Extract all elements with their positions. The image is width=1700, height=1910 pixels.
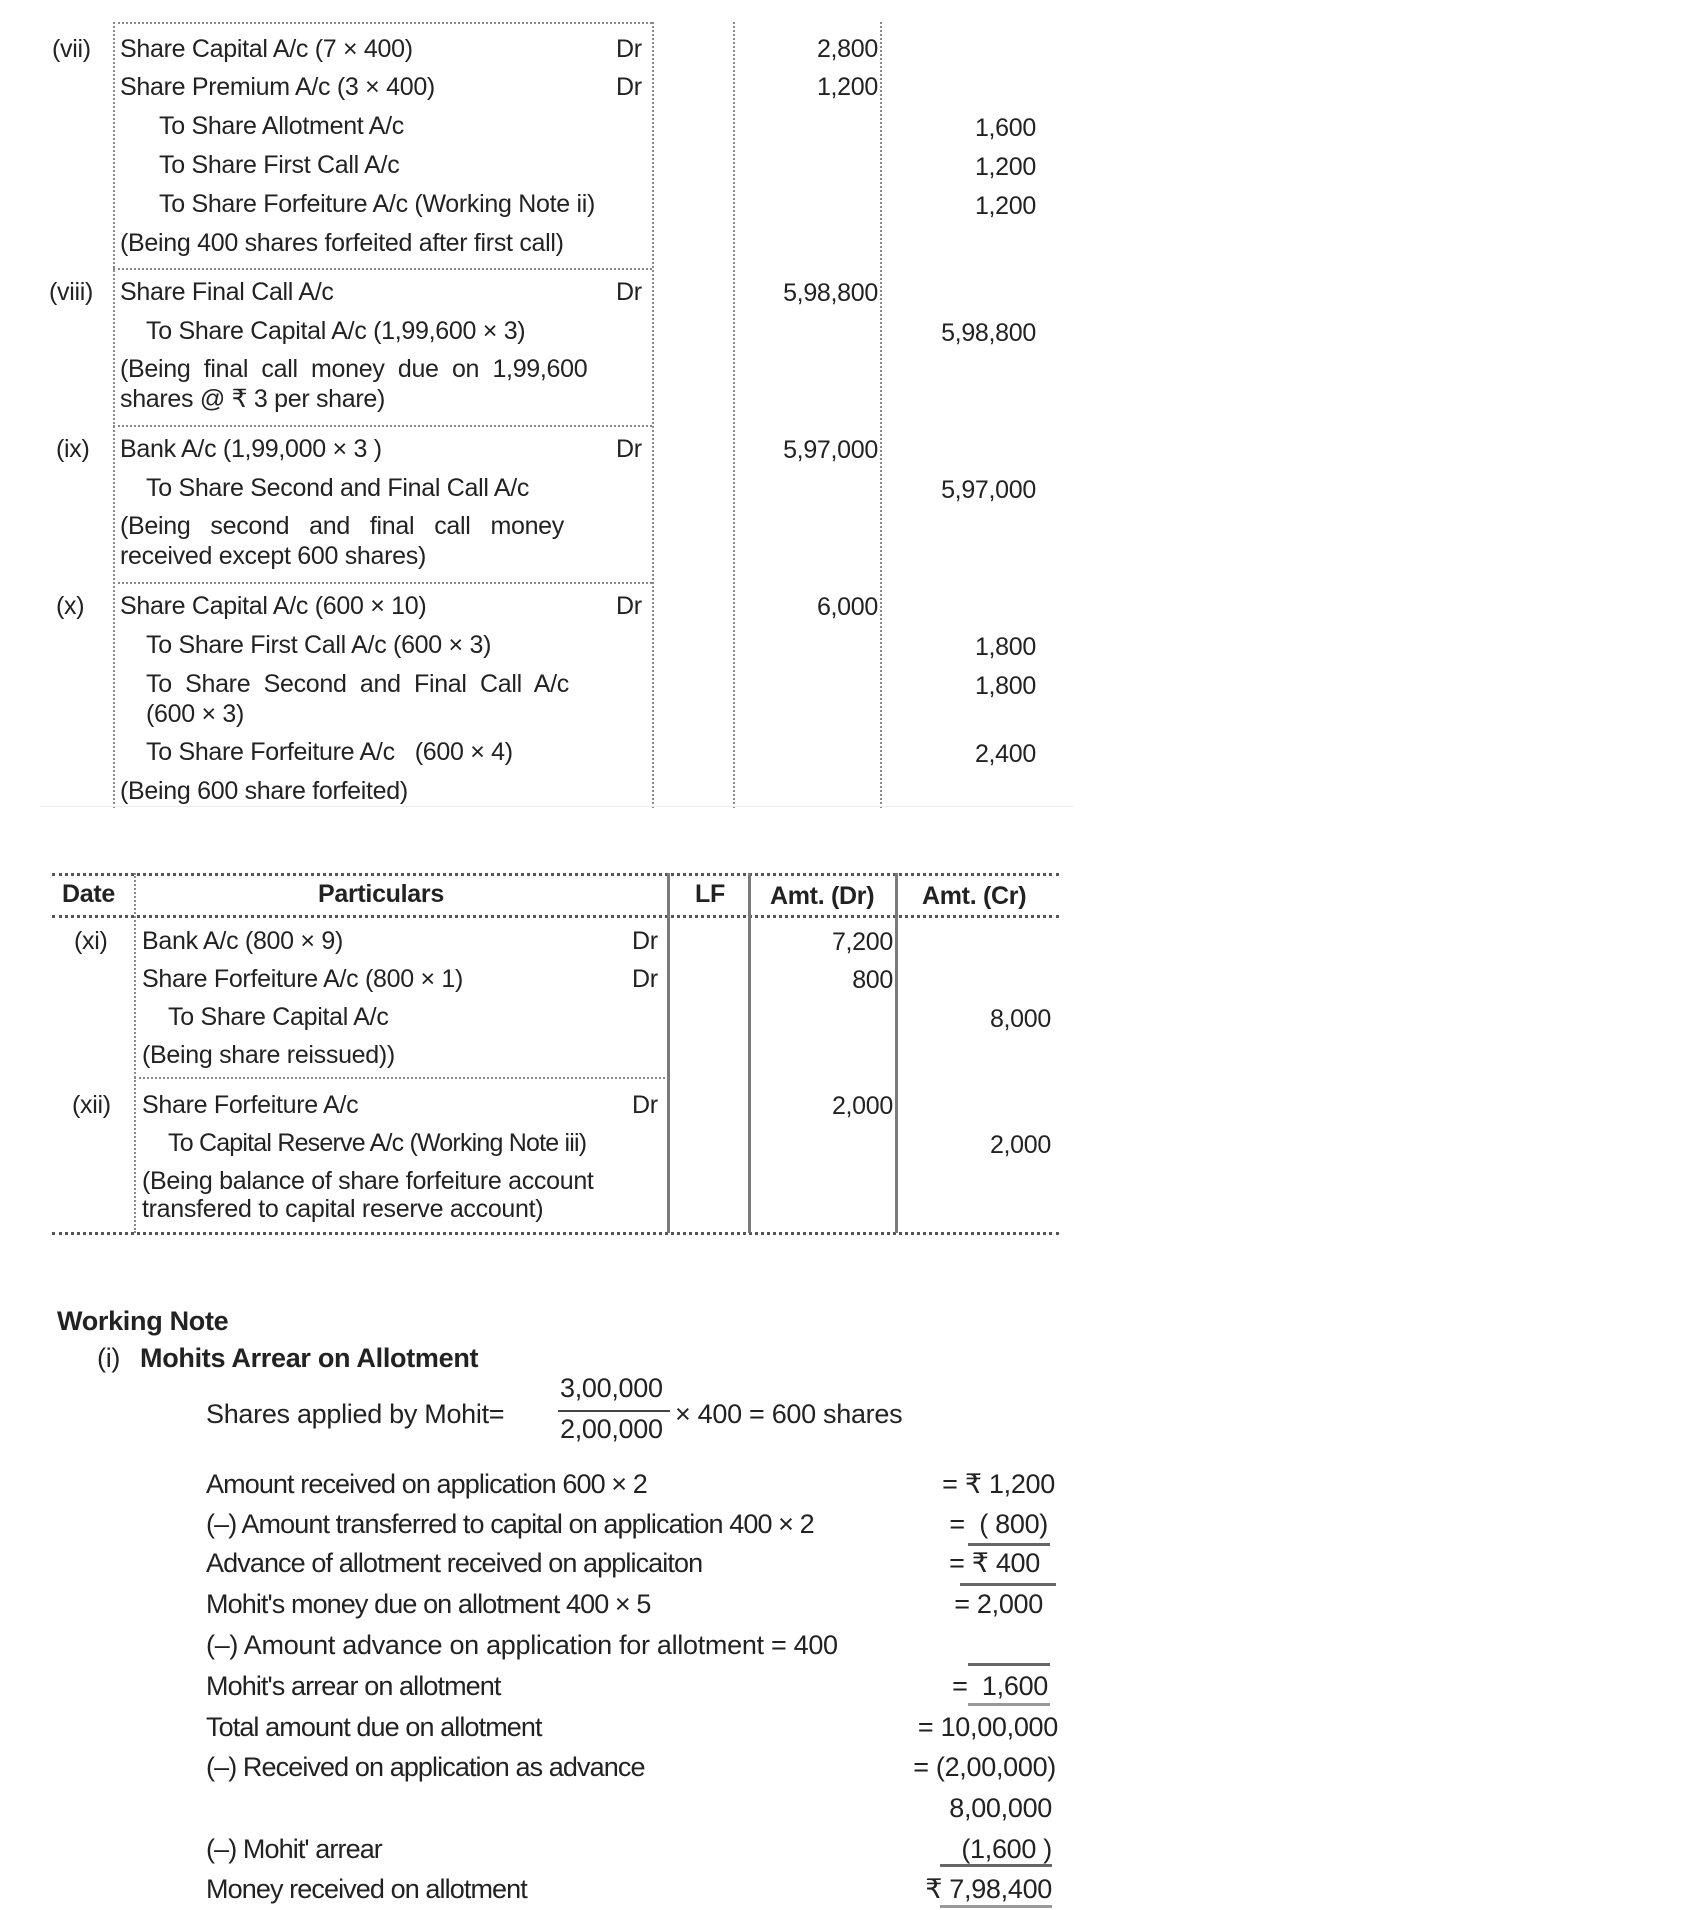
formula-denominator: 2,00,000 xyxy=(560,1414,663,1444)
dr-mark: Dr xyxy=(616,278,642,306)
total-line xyxy=(940,1864,1052,1867)
calc-value: = 2,000 xyxy=(954,1589,1043,1619)
entry-line: To Capital Reserve A/c (Working Note iii) xyxy=(168,1129,587,1157)
calc-label: Mohit's money due on allotment 400 × 5 xyxy=(206,1589,651,1619)
entry-narration: (Being second and final call money xyxy=(120,512,564,540)
entry-line: Share Capital A/c (7 × 400) xyxy=(120,35,413,63)
calc-label: Money received on allotment xyxy=(206,1874,527,1904)
formula-numerator: 3,00,000 xyxy=(560,1373,663,1403)
amt-cr-value: 5,98,800 xyxy=(941,319,1036,347)
dr-mark: Dr xyxy=(616,35,642,63)
fraction-bar xyxy=(558,1410,670,1412)
header-lf: LF xyxy=(695,880,725,908)
entry-narration: (Being 400 shares forfeited after first call) xyxy=(120,229,564,257)
entry-line: To Share First Call A/c (600 × 3) xyxy=(146,631,492,659)
dr-mark: Dr xyxy=(632,965,658,993)
amt-cr-value: 5,97,000 xyxy=(941,476,1036,504)
particulars-right-border xyxy=(652,22,654,808)
entry-line: Share Capital A/c (600 × 10) xyxy=(120,592,427,620)
particulars-left-border xyxy=(113,22,115,808)
calc-value: = 1,600 xyxy=(952,1671,1048,1701)
calc-label: Total amount due on allotment xyxy=(206,1712,542,1742)
amt-dr-value: 2,000 xyxy=(831,1092,893,1120)
dr-mark: Dr xyxy=(616,73,642,101)
amt-cr-value: 1,800 xyxy=(974,633,1036,661)
amt-cr-value: 1,800 xyxy=(974,672,1036,700)
entry-narration: shares @ ₹ 3 per share) xyxy=(120,385,386,413)
entry-id: (x) xyxy=(56,592,85,620)
entry-line: To Share Second and Final Call A/c xyxy=(146,474,530,502)
dr-mark: Dr xyxy=(616,592,642,620)
row-divider xyxy=(113,268,652,270)
header-particulars: Particulars xyxy=(318,880,444,908)
entry-line: To Share Capital A/c xyxy=(168,1003,389,1031)
calc-label: (–) Amount transferred to capital on application 400 × 2 xyxy=(206,1509,814,1539)
amt-cr-value: 1,200 xyxy=(974,153,1036,181)
amt-dr-value: 6,000 xyxy=(816,593,878,621)
calc-label: (–) Amount advance on application for allotment = 400 xyxy=(206,1630,838,1660)
entry-line: To Share Forfeiture A/c (Working Note ii) xyxy=(159,190,596,218)
subtotal-line xyxy=(968,1703,1050,1706)
header-date: Date xyxy=(62,880,115,908)
entry-line: Bank A/c (1,99,000 × 3 ) xyxy=(120,435,382,463)
amt-dr-right-border xyxy=(880,22,882,808)
entry-line: To Share Allotment A/c xyxy=(159,112,404,140)
entry-narration: (Being share reissued)) xyxy=(142,1041,395,1069)
entry-line: (600 × 3) xyxy=(146,700,245,728)
dr-mark: Dr xyxy=(616,435,642,463)
row-divider xyxy=(134,1077,669,1079)
entry-id: (xii) xyxy=(72,1091,111,1119)
entry-line: To Share Forfeiture A/c (600 × 4) xyxy=(146,738,513,766)
calc-value: = (2,00,000) xyxy=(913,1752,1056,1782)
working-note-subtitle: Mohits Arrear on Allotment xyxy=(140,1343,479,1373)
entry-id: (xi) xyxy=(74,927,108,955)
amt-dr-value: 5,98,800 xyxy=(783,279,878,307)
entry-line: Share Forfeiture A/c xyxy=(142,1091,359,1119)
amt-cr-value: 8,000 xyxy=(989,1005,1051,1033)
subtotal-line xyxy=(968,1543,1050,1546)
table-bottom-border xyxy=(52,1232,1059,1235)
entry-narration: (Being balance of share forfeiture account xyxy=(142,1167,594,1195)
row-divider xyxy=(113,425,652,427)
entry-narration: transfered to capital reserve account) xyxy=(142,1195,544,1223)
amt-cr-value: 1,200 xyxy=(974,192,1036,220)
header-amt-dr: Amt. (Dr) xyxy=(770,882,875,910)
amt-cr-value: 1,600 xyxy=(974,114,1036,142)
amt-dr-value: 800 xyxy=(852,966,893,994)
amt-cr-value: 2,400 xyxy=(974,740,1036,768)
formula-result: × 400 = 600 shares xyxy=(675,1399,903,1429)
lf-col-border xyxy=(748,873,751,1233)
entry-line: To Share Capital A/c (1,99,600 × 3) xyxy=(146,317,526,345)
entry-line: Bank A/c (800 × 9) xyxy=(142,927,343,955)
amt-dr-value: 5,97,000 xyxy=(783,436,878,464)
entry-id: (viii) xyxy=(49,278,94,306)
entry-line: Share Forfeiture A/c (800 × 1) xyxy=(142,965,464,993)
entry-id: (ix) xyxy=(56,435,90,463)
calc-value: (1,600 ) xyxy=(961,1834,1052,1864)
header-bottom-border xyxy=(52,915,1059,918)
entry-line: Share Final Call A/c xyxy=(120,278,334,306)
row-divider xyxy=(113,22,652,24)
amt-dr-value: 2,800 xyxy=(816,35,878,63)
calc-value: 8,00,000 xyxy=(949,1793,1052,1823)
entry-line: To Share Second and Final Call A/c xyxy=(146,670,569,698)
dr-mark: Dr xyxy=(632,1091,658,1119)
calc-label: Amount received on application 600 × 2 xyxy=(206,1469,647,1499)
amt-dr-value: 7,200 xyxy=(831,928,893,956)
formula-label: Shares applied by Mohit= xyxy=(206,1399,505,1429)
working-note-title: Working Note xyxy=(57,1306,229,1336)
table-top-border xyxy=(52,873,1059,876)
calc-label: Mohit's arrear on allotment xyxy=(206,1671,501,1701)
calc-value: = ₹ 1,200 xyxy=(942,1469,1055,1499)
date-col-border xyxy=(134,873,136,1233)
row-divider xyxy=(113,582,652,584)
calc-value: = ₹ 400 xyxy=(949,1548,1040,1578)
entry-line: Share Premium A/c (3 × 400) xyxy=(120,73,435,101)
entry-line: To Share First Call A/c xyxy=(159,151,400,179)
entry-narration: (Being final call money due on 1,99,600 xyxy=(120,355,588,383)
working-note-subtitle-number: (i) xyxy=(97,1343,121,1373)
entry-narration: (Being 600 share forfeited) xyxy=(120,777,408,805)
amt-dr-value: 1,200 xyxy=(816,73,878,101)
particulars-col-border xyxy=(667,873,670,1233)
total-double-line xyxy=(940,1905,1052,1908)
calc-label: Advance of allotment received on applicaiton xyxy=(206,1548,703,1578)
header-amt-cr: Amt. (Cr) xyxy=(922,882,1027,910)
calc-label: (–) Mohit' arrear xyxy=(206,1834,382,1864)
calc-value: = ( 800) xyxy=(949,1509,1048,1539)
amt-dr-left-border xyxy=(733,22,735,808)
calc-value: = 10,00,000 xyxy=(917,1712,1058,1742)
calc-value: ₹ 7,98,400 xyxy=(925,1874,1052,1904)
entry-id: (vii) xyxy=(52,35,91,63)
dr-mark: Dr xyxy=(632,927,658,955)
calc-label: (–) Received on application as advance xyxy=(206,1752,645,1782)
amt-dr-col-border xyxy=(895,873,898,1233)
amt-cr-value: 2,000 xyxy=(989,1131,1051,1159)
subtotal-line xyxy=(960,1583,1056,1586)
subtotal-line xyxy=(968,1663,1050,1666)
entry-narration: received except 600 shares) xyxy=(120,542,426,570)
crop-edge xyxy=(40,806,1075,807)
